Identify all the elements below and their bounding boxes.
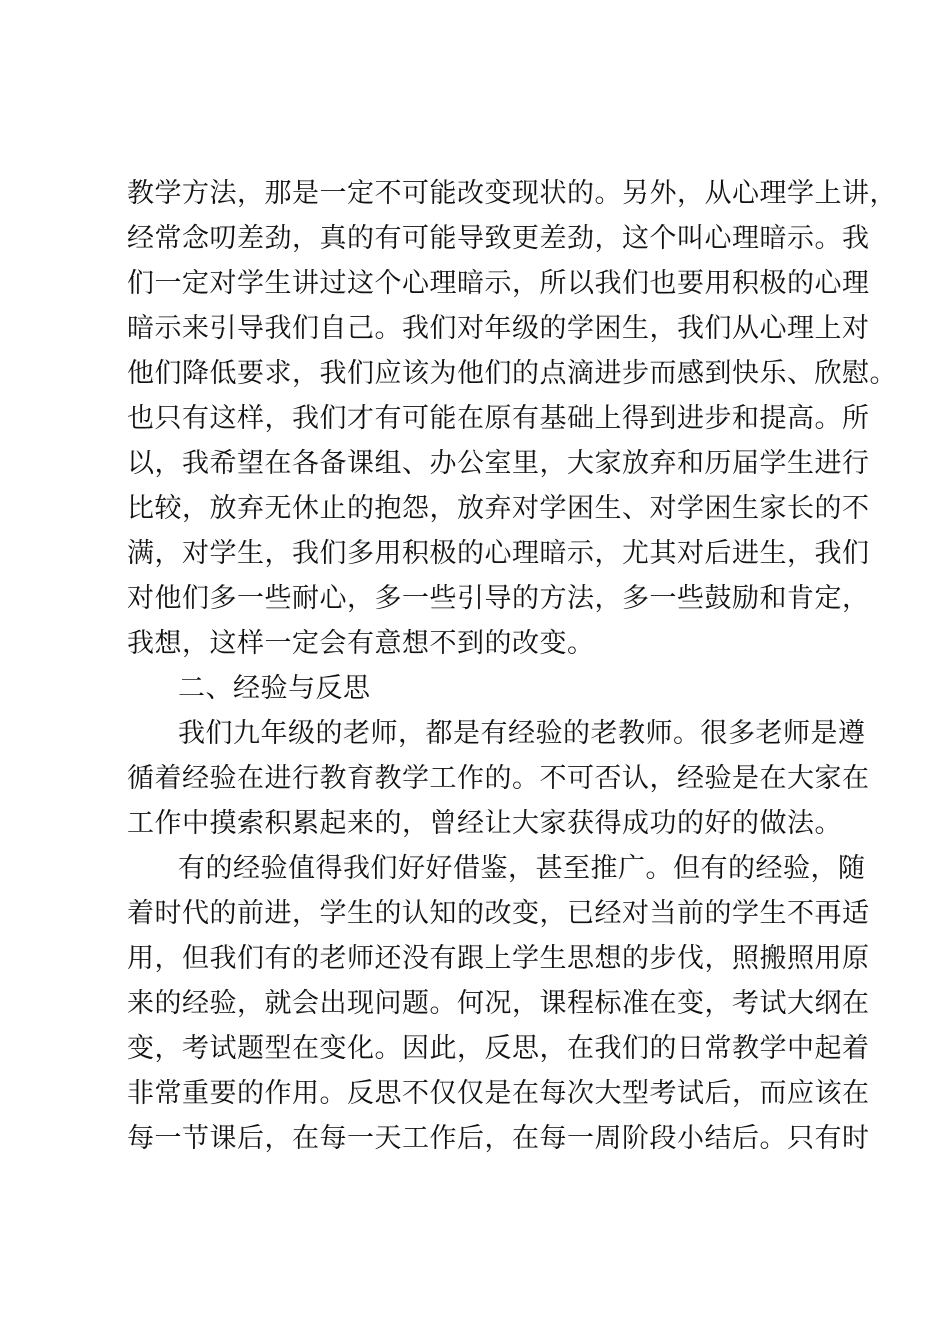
text-line: 也只有这样，我们才有可能在原有基础上得到进步和提高。所 <box>127 403 870 434</box>
text-line: 着时代的前进，学生的认知的改变，已经对当前的学生不再适 <box>127 898 870 929</box>
text-line: 经常念叨差劲，真的有可能导致更差劲，这个叫心理暗示。我 <box>127 223 870 254</box>
text-line: 来的经验，就会出现问题。何况，课程标准在变，考试大纲在 <box>127 988 870 1019</box>
text-line: 比较，放弃无休止的抱怨，放弃对学困生、对学困生家长的不 <box>127 493 870 524</box>
text-line: 循着经验在进行教育教学工作的。不可否认，经验是在大家在 <box>127 763 870 794</box>
text-line: 们一定对学生讲过这个心理暗示，所以我们也要用积极的心理 <box>127 268 870 299</box>
text-line: 有的经验值得我们好好借鉴，甚至推广。但有的经验，随 <box>178 853 866 884</box>
text-line: 用，但我们有的老师还没有跟上学生思想的步伐，照搬照用原 <box>127 943 870 974</box>
text-line: 我们九年级的老师，都是有经验的老教师。很多老师是遵 <box>178 718 866 749</box>
text-line: 以，我希望在各备课组、办公室里，大家放弃和历届学生进行 <box>127 448 870 479</box>
text-line: 非常重要的作用。反思不仅仅是在每次大型考试后，而应该在 <box>127 1078 870 1109</box>
text-line: 暗示来引导我们自己。我们对年级的学困生，我们从心理上对 <box>127 313 870 344</box>
text-line: 每一节课后，在每一天工作后，在每一周阶段小结后。只有时 <box>127 1123 870 1154</box>
text-line: 对他们多一些耐心，多一些引导的方法，多一些鼓励和肯定， <box>127 583 870 614</box>
text-line: 工作中摸索积累起来的，曾经让大家获得成功的好的做法。 <box>127 808 842 839</box>
text-line: 我想，这样一定会有意想不到的改变。 <box>127 628 595 659</box>
text-line: 教学方法，那是一定不可能改变现状的。另外，从心理学上讲， <box>127 178 897 209</box>
text-line: 满，对学生，我们多用积极的心理暗示，尤其对后进生，我们 <box>127 538 870 569</box>
text-line: 变，考试题型在变化。因此，反思，在我们的日常教学中起着 <box>127 1033 870 1064</box>
section-heading: 二、经验与反思 <box>178 673 371 704</box>
text-line: 他们降低要求，我们应该为他们的点滴进步而感到快乐、欣慰。 <box>127 358 897 389</box>
